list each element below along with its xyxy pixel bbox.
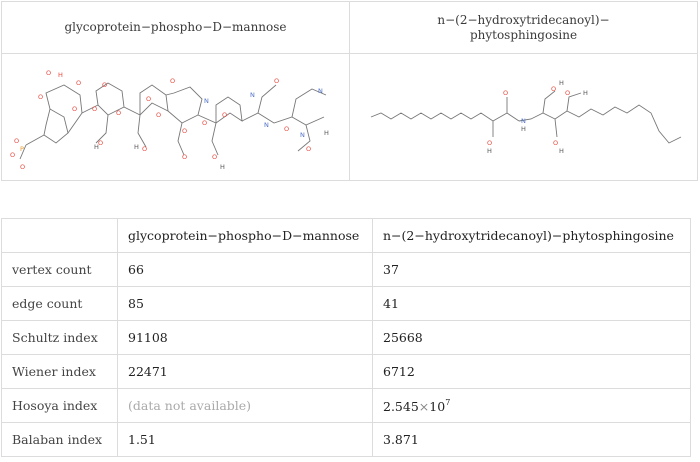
svg-text:P: P bbox=[19, 145, 24, 153]
row-label: Hosoya index bbox=[2, 389, 118, 423]
svg-text:O: O bbox=[101, 81, 107, 89]
svg-text:H: H bbox=[133, 143, 139, 151]
compound-1-structure-cell bbox=[2, 54, 350, 181]
table-row bbox=[2, 287, 691, 321]
value-compound-1: 85 bbox=[118, 287, 373, 321]
table-row bbox=[2, 423, 691, 457]
svg-text:O: O bbox=[550, 85, 556, 93]
value-compound-2: 37 bbox=[373, 253, 691, 287]
row-label: Balaban index bbox=[2, 423, 118, 457]
value-compound-1: 1.51 bbox=[118, 423, 373, 457]
svg-text:O: O bbox=[564, 89, 570, 97]
svg-text:O: O bbox=[155, 111, 161, 119]
svg-text:O: O bbox=[305, 145, 311, 153]
svg-text:O: O bbox=[486, 139, 492, 147]
svg-text:O: O bbox=[181, 153, 187, 161]
compound-2-structure-cell bbox=[350, 54, 698, 181]
value-compound-2: 3.871 bbox=[373, 423, 691, 457]
times-sign: × bbox=[418, 398, 430, 414]
svg-text:O: O bbox=[19, 163, 25, 171]
table-row bbox=[2, 253, 691, 287]
svg-text:O: O bbox=[201, 119, 207, 127]
compound-1-header: glycoprotein−phospho−D−mannose bbox=[2, 2, 350, 54]
svg-text:H: H bbox=[520, 125, 526, 133]
svg-text:O: O bbox=[283, 125, 289, 133]
svg-text:O: O bbox=[211, 153, 217, 161]
svg-text:O: O bbox=[115, 109, 121, 117]
hosoya-mantissa: 2.545 bbox=[383, 398, 419, 414]
svg-text:N: N bbox=[299, 131, 305, 139]
svg-text:H: H bbox=[582, 89, 588, 97]
svg-text:O: O bbox=[91, 105, 97, 113]
value-compound-2: 41 bbox=[373, 287, 691, 321]
svg-text:N: N bbox=[520, 117, 526, 125]
value-compound-1: 91108 bbox=[118, 321, 373, 355]
svg-text:H: H bbox=[57, 71, 63, 79]
svg-text:N: N bbox=[249, 91, 255, 99]
svg-text:O: O bbox=[552, 139, 558, 147]
svg-text:H: H bbox=[558, 79, 564, 87]
value-compound-1: 22471 bbox=[118, 355, 373, 389]
value-compound-2: 25668 bbox=[373, 321, 691, 355]
svg-text:O: O bbox=[169, 77, 175, 85]
value-compound-1: 66 bbox=[118, 253, 373, 287]
row-label: Schultz index bbox=[2, 321, 118, 355]
row-label: edge count bbox=[2, 287, 118, 321]
svg-text:O: O bbox=[45, 69, 51, 77]
svg-text:N: N bbox=[203, 97, 209, 105]
svg-text:O: O bbox=[97, 139, 103, 147]
header-compound-1: glycoprotein−phospho−D−mannose bbox=[118, 219, 373, 253]
hosoya-base: 10 bbox=[429, 398, 446, 414]
svg-text:O: O bbox=[273, 77, 279, 85]
svg-text:O: O bbox=[145, 95, 151, 103]
svg-text:H: H bbox=[219, 163, 225, 171]
svg-text:H: H bbox=[558, 147, 564, 155]
table-header-row bbox=[2, 219, 691, 253]
svg-text:H: H bbox=[323, 129, 329, 137]
svg-text:O: O bbox=[75, 79, 81, 87]
svg-text:O: O bbox=[9, 151, 15, 159]
compound-2-header bbox=[350, 2, 698, 54]
compound-2-name: n−(2−hydroxytridecanoyl)− phytosphingosine bbox=[437, 12, 610, 42]
svg-text:N: N bbox=[317, 87, 323, 95]
svg-text:H: H bbox=[486, 147, 492, 155]
svg-text:O: O bbox=[141, 145, 147, 153]
table-row bbox=[2, 389, 691, 423]
svg-text:O: O bbox=[13, 137, 19, 145]
svg-text:O: O bbox=[71, 105, 77, 113]
header-empty-cell bbox=[2, 219, 118, 253]
table-row bbox=[2, 355, 691, 389]
svg-text:H: H bbox=[93, 143, 99, 151]
structures-table bbox=[1, 1, 698, 181]
glycoprotein-phospho-d-mannose-structure-diagram bbox=[6, 55, 346, 175]
svg-text:O: O bbox=[37, 93, 43, 101]
value-compound-2: 6712 bbox=[373, 355, 691, 389]
row-label: vertex count bbox=[2, 253, 118, 287]
svg-text:N: N bbox=[263, 121, 269, 129]
value-compound-1-unavailable: (data not available) bbox=[118, 389, 373, 423]
svg-text:O: O bbox=[221, 111, 227, 119]
hosoya-exponent: 7 bbox=[445, 397, 451, 407]
svg-text:O: O bbox=[181, 127, 187, 135]
properties-table bbox=[1, 218, 691, 457]
header-compound-2: n−(2−hydroxytridecanoyl)−phytosphingosine bbox=[373, 219, 691, 253]
row-label: Wiener index bbox=[2, 355, 118, 389]
table-row bbox=[2, 321, 691, 355]
value-compound-2 bbox=[373, 389, 691, 423]
svg-text:O: O bbox=[502, 89, 508, 97]
n-2-hydroxytridecanoyl-phytosphingosine-structure-diagram bbox=[359, 55, 689, 175]
